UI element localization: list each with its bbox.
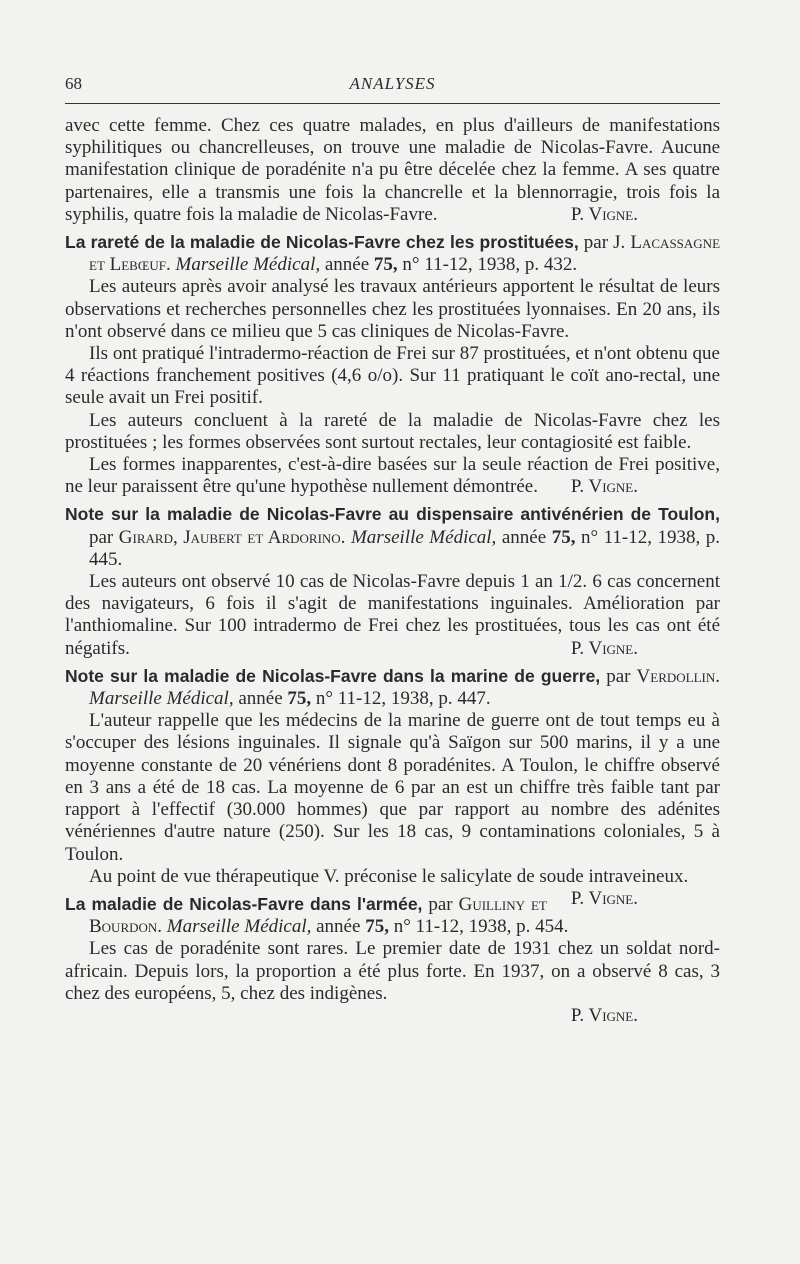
article-2-paragraph (65, 571, 720, 660)
signature: P. Vigne. (570, 887, 638, 909)
paragraph-text: Les formes inapparentes, c'est-à-dire basées sur la seule réaction de Frei positive, ne leur paraissent être qu'une hypothèse nullement démontrée. (65, 454, 720, 498)
signature: P. Vigne. (570, 203, 638, 225)
article-1-paragraph: Les auteurs concluent à la rareté de la maladie de Nicolas-Favre chez les prostituées ; les formes observées sont surtout rectales, leur contagiosité est faible. (65, 409, 720, 453)
article-annee: année (238, 688, 283, 710)
article-4-paragraph: Les cas de poradénite sont rares. Le premier date de 1931 chez un soldat nord-africain. Depuis lors, la proportion a été plus forte. En 1937, on a observé 8 cas, 3 chez des européens, 5, chez des indigènes. (65, 938, 720, 1004)
article-annee: année (501, 526, 547, 548)
article-authors: Verdollin. (636, 665, 721, 687)
intro-text: avec cette femme. Chez ces quatre malades, en plus d'ailleurs de manifestations syphilitiques ou chancrelleuses, on trouve une maladie de Nicolas-Favre. Aucune manifestation clinique de poradénite n'a pu être décelée chez la femme. A ses quatre partenaires, elle a transmis une fois la chancrelle et la blennorragie, trois fois la syphilis, quatre fois la maladie de Nicolas-Favre. (65, 115, 720, 225)
article-title: La rareté de la maladie de Nicolas-Favre chez les prostituées, (65, 232, 579, 253)
article-volume: 75, (287, 688, 312, 710)
article-reference: n° 11-12, 1938, p. 447. (315, 688, 491, 710)
article-3-paragraph: L'auteur rappelle que les médecins de la marine de guerre ont de tout temps eu à s'occuper des lésions inguinales. Il signale qu'à Saïgon sur 500 marins, il y a une moyenne constante de 20 vénériens dont 8 poradénites. A Toulon, le chiffre observé en 3 ans a été de 18 cas. La moyenne de 6 par an est un chiffre très faible tant par rapport à l'effectif (30.000 hommes) que par rapport au nombre des adénites vénériennes d'autre nature (250). Sur les 18 cas, 9 contaminations coloniales, 5 à Toulon. (65, 710, 720, 865)
article-4-signature-line (65, 1005, 720, 1027)
page-number: 68 (65, 74, 82, 93)
article-by: par J. (583, 232, 626, 254)
article-2-heading (65, 503, 720, 571)
article-title: La maladie de Nicolas-Favre dans l'armée, (65, 893, 423, 914)
article-annee: année (324, 254, 370, 276)
running-header (65, 74, 720, 98)
article-journal: Marseille Médical, (166, 916, 312, 938)
article-reference: n° 11-12, 1938, p. 454. (393, 916, 569, 938)
paragraph-text: Au point de vue thérapeutique V. préconise le salicylate de soude intraveineux. (89, 865, 689, 887)
article-by: par (606, 665, 631, 687)
article-authors: Guilliny et Bourdon. (89, 893, 547, 938)
article-1-heading (65, 231, 720, 276)
article-title: Note sur la maladie de Nicolas-Favre dans la marine de guerre, (65, 665, 601, 686)
article-by: par (89, 526, 114, 548)
article-annee: année (316, 916, 361, 938)
signature: P. Vigne. (570, 1004, 638, 1026)
article-journal: Marseille Médical, (89, 688, 234, 710)
article-3-heading (65, 665, 720, 710)
article-title: Note sur la maladie de Nicolas-Favre au dispensaire antivénérien de Toulon, (65, 504, 720, 525)
article-authors: Lacassagne et Lebœuf. (89, 232, 721, 276)
signature: P. Vigne. (570, 637, 638, 659)
article-by: par (428, 893, 453, 915)
intro-paragraph (65, 115, 720, 226)
article-journal: Marseille Médical, (175, 254, 321, 276)
paragraph-text: Les auteurs ont observé 10 cas de Nicolas-Favre depuis 1 an 1/2. 6 cas concernent des navigateurs, 6 fois il s'agit de manifestations inguinales. Amélioration par l'anthiomaline. Sur 100 intradermo de Frei chez les prostituées, tous les cas ont été négatifs. (65, 571, 720, 659)
article-reference: n° 11-12, 1938, p. 432. (402, 254, 578, 276)
signature: P. Vigne. (570, 476, 638, 498)
article-volume: 75, (373, 254, 398, 276)
article-1-paragraph: Les auteurs après avoir analysé les travaux antérieurs apportent le résultat de leurs observations et recherches personnelles chez les prostituées lyonnaises. En 20 ans, ils n'ont observé dans ce milieu que 5 cas cliniques de Nicolas-Favre. (65, 276, 720, 342)
article-volume: 75, (365, 916, 389, 938)
page-body (65, 115, 720, 1027)
article-journal: Marseille Médical, (350, 526, 497, 548)
article-volume: 75, (551, 526, 576, 548)
header-rule (65, 103, 720, 104)
article-1-paragraph: Ils ont pratiqué l'intradermo-réaction de Frei sur 87 prostituées, et n'ont obtenu que 4 réactions franchement positives (4,6 o/o). Sur 11 pratiquant le coït ano-rectal, une seule avait un Frei positif. (65, 343, 720, 409)
running-title: ANALYSES (349, 74, 436, 93)
article-authors: Girard, Jaubert et Ardorino. (118, 526, 346, 548)
article-1-paragraph (65, 454, 720, 498)
article-reference: n° 11-12, 1938, p. 445. (89, 526, 721, 570)
